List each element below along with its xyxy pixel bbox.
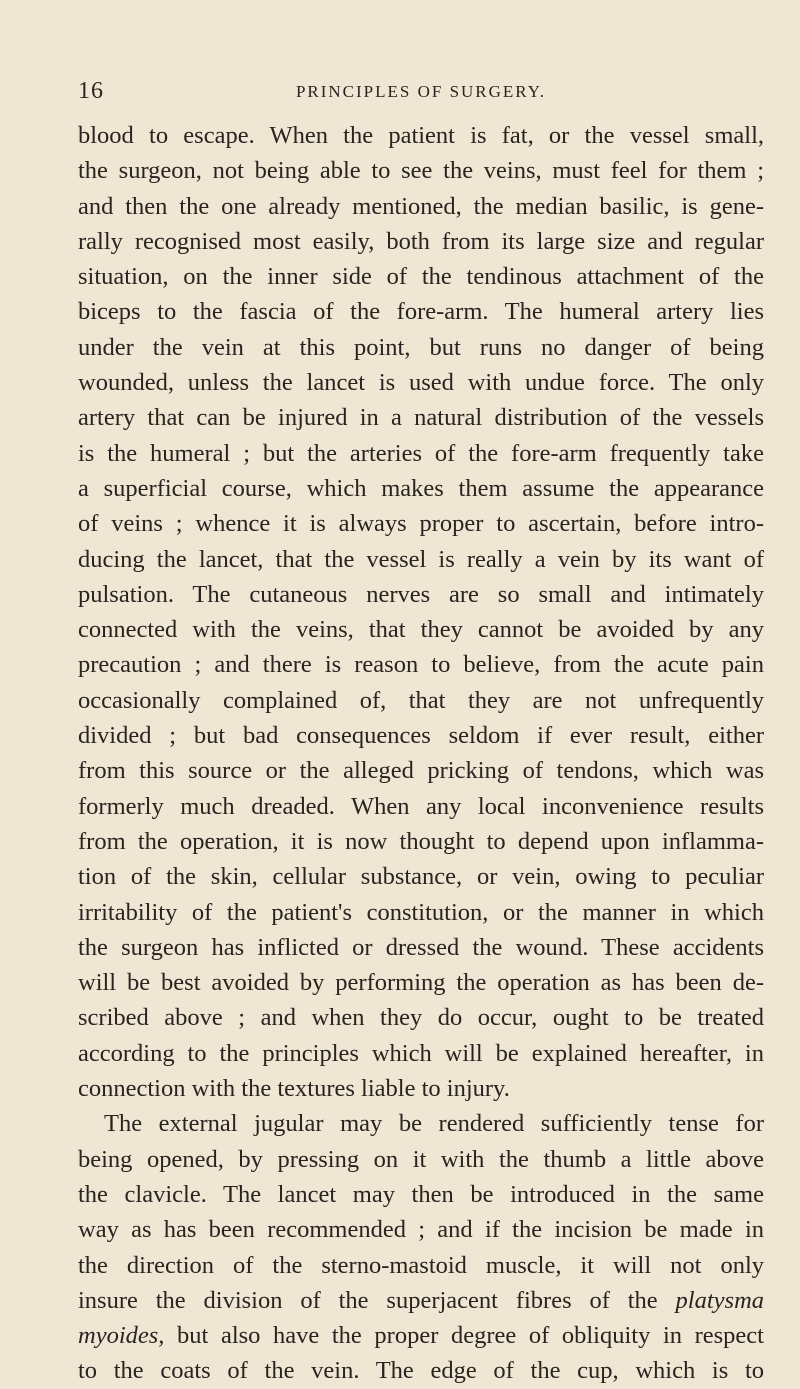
text-line: connection with the textures liable to injury. — [78, 1075, 510, 1103]
text-line: way as has been recommended ; and if the incision be made in — [78, 1216, 764, 1244]
text-line: divided ; but bad consequences seldom if ever result, either — [78, 722, 764, 750]
running-title: PRINCIPLES OF SURGERY. — [295, 82, 547, 101]
text-line: occasionally complained of, that they are not unfrequently — [78, 686, 764, 714]
text-line: formerly much dreaded. When any local inconvenience results — [78, 792, 764, 820]
text-line: connected with the veins, that they cannot be avoided by any — [78, 616, 764, 644]
text-line: to the coats of the vein. The edge of the cup, which is to — [78, 1357, 764, 1385]
text-line: biceps to the fascia of the fore-arm. The humeral artery lies — [78, 298, 764, 326]
text-line: and then the one already mentioned, the median basilic, is gene- — [78, 192, 764, 220]
text-line: blood to escape. When the patient is fat, or the vessel small, — [78, 122, 764, 149]
text-segment: but also have the proper degree of obliquity in respect — [177, 1322, 764, 1350]
text-line: rally recognised most easily, both from its large size and regular — [78, 227, 764, 255]
text-line: according to the principles which will be explained hereafter, in — [78, 1039, 764, 1067]
text-line: The external jugular may be rendered sufficiently tense for — [104, 1110, 764, 1138]
text-line: wounded, unless the lancet is used with undue force. The only — [78, 369, 764, 397]
text-line: tion of the skin, cellular substance, or vein, owing to peculiar — [78, 863, 764, 891]
text-line: scribed above ; and when they do occur, ought to be treated — [78, 1004, 764, 1032]
text-segment: insure the division of the superjacent fibres of the — [78, 1286, 658, 1314]
italic-term: platysma — [675, 1286, 765, 1314]
text-line: precaution ; and there is reason to believe, from the acute pain — [78, 651, 764, 679]
text-line: from the operation, it is now thought to depend upon inflamma- — [78, 827, 764, 855]
italic-term: myoides, — [78, 1322, 165, 1350]
text-line: will be best avoided by performing the operation as has been de- — [78, 969, 764, 997]
text-line: of veins ; whence it is always proper to ascertain, before intro- — [78, 510, 764, 538]
text-line: under the vein at this point, but runs no danger of being — [78, 333, 764, 361]
text-line: being opened, by pressing on it with the thumb a little above — [78, 1145, 764, 1173]
text-line: ducing the lancet, that the vessel is really a vein by its want of — [78, 545, 764, 573]
text-line — [78, 1318, 764, 1353]
text-line: situation, on the inner side of the tendinous attachment of the — [78, 263, 764, 291]
text-line: from this source or the alleged pricking of tendons, which was — [78, 757, 764, 785]
text-line: the direction of the sterno-mastoid muscle, it will not only — [78, 1251, 764, 1279]
text-line: irritability of the patient's constitution, or the manner in which — [78, 898, 764, 926]
text-line — [78, 1283, 764, 1318]
text-line: a superficial course, which makes them assume the appearance — [78, 474, 764, 502]
text-line: pulsation. The cutaneous nerves are so small and intimately — [78, 580, 764, 608]
text-line: the surgeon has inflicted or dressed the wound. These accidents — [78, 933, 764, 961]
body-text — [78, 118, 764, 1389]
text-line: is the humeral ; but the arteries of the fore-arm frequently take — [78, 439, 764, 467]
running-head — [78, 78, 764, 108]
text-line: the surgeon, not being able to see the veins, must feel for them ; — [78, 157, 764, 185]
text-line: artery that can be injured in a natural distribution of the vessels — [78, 404, 764, 432]
text-line: the clavicle. The lancet may then be introduced in the same — [78, 1180, 764, 1208]
page-number: 16 — [78, 78, 104, 104]
